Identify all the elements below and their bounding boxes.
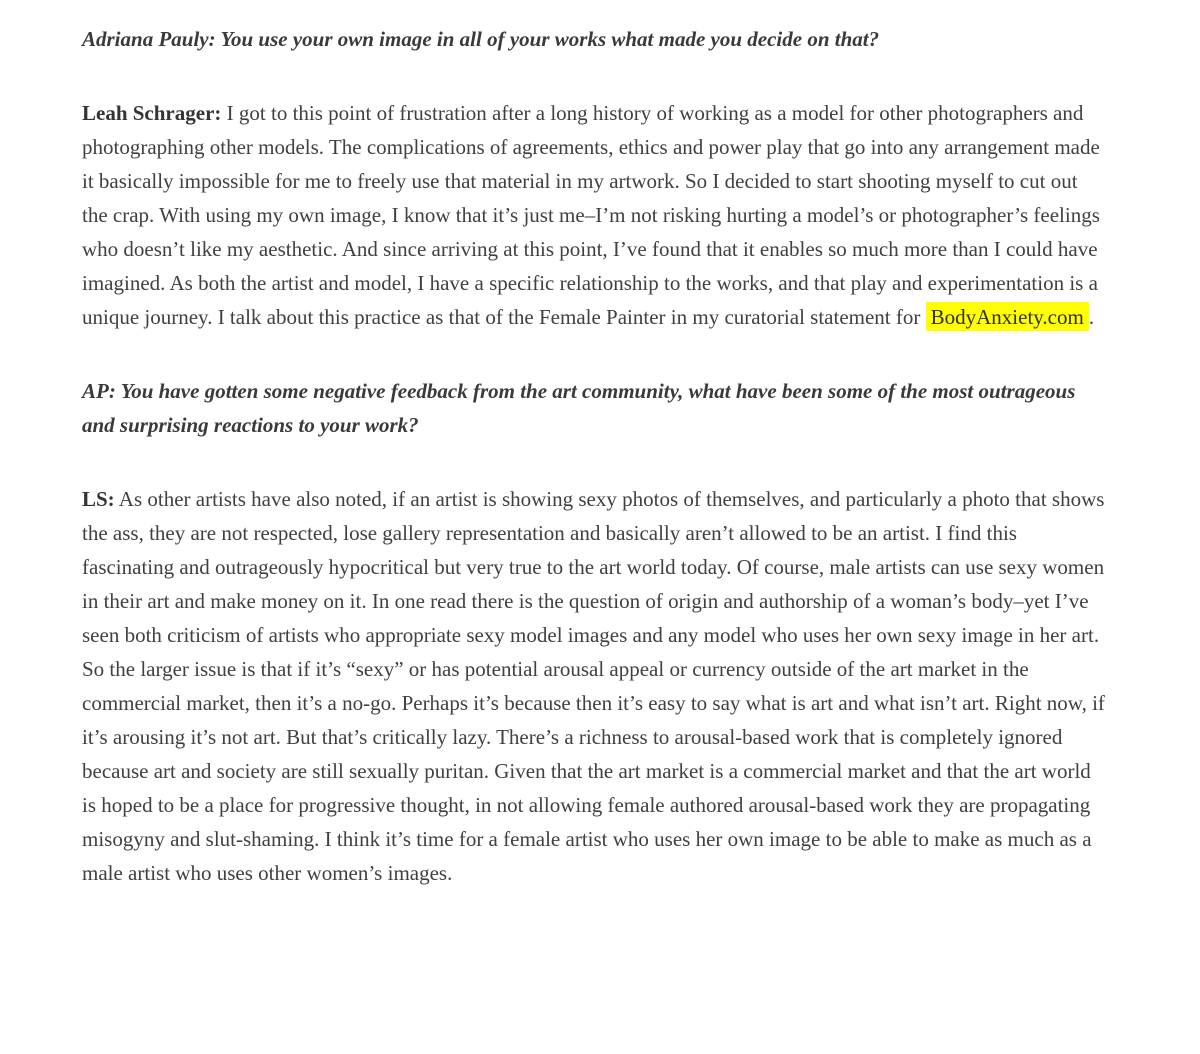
answer-1-text-after-link: . [1088,305,1095,329]
interview-question-2: AP: You have gotten some negative feedback from the art community, what have been some of the most outrageous and surprising reactions to your work? [82,379,1076,437]
speaker-label-leah-schrager: Leah Schrager: [82,101,222,125]
interview-question-1: Adriana Pauly: You use your own image in all of your works what made you decide on that? [82,27,880,51]
interview-answer-2 [82,482,1108,890]
answer-1-text: I got to this point of frustration after a long history of working as a model for other photographers and photographing other models. The complications of agreements, ethics and power play that go into any arrangement made it basically impossible for me to freely use that material in my artwork. So I decided to start shooting myself to cut out the crap. With using my own image, I know that it’s just me–I’m not risking hurting a model’s or photographer’s feelings who doesn’t like my aesthetic. And since arriving at this point, I’ve found that it enables so much more than I could have imagined. As both the artist and model, I have a specific relationship to the works, and that play and experimentation is a unique journey. I talk about this practice as that of the Female Painter in my curatorial statement for [82,101,1100,329]
answer-2-text: As other artists have also noted, if an artist is showing sexy photos of themselves, and particularly a photo that shows the ass, they are not respected, lose gallery representation and basically aren’t allowed to be an artist. I find this fascinating and outrageously hypocritical but very true to the art world today. Of course, male artists can use sexy women in their art and make money on it. In one read there is the question of origin and authorship of a woman’s body–yet I’ve seen both criticism of artists who appropriate sexy model images and any model who uses her own sexy image in her art. So the larger issue is that if it’s “sexy” or has potential arousal appeal or currency outside of the art market in the commercial market, then it’s a no-go. Perhaps it’s because then it’s easy to say what is art and what isn’t art. Right now, if it’s arousing it’s not art. But that’s critically lazy. There’s a richness to arousal-based work that is completely ignored because art and society are still sexually puritan. Given that the art market is a commercial market and that the art world is hoped to be a place for progressive thought, in not allowing female authored arousal-based work they are propagating misogyny and slut-shaming. I think it’s time for a female artist who uses her own image to be able to make as much as a male artist who uses other women’s images. [82,487,1105,885]
interview-answer-1 [82,96,1108,334]
speaker-label-ls: LS: [82,487,115,511]
bodyanxiety-link[interactable]: BodyAnxiety.com [926,302,1089,331]
